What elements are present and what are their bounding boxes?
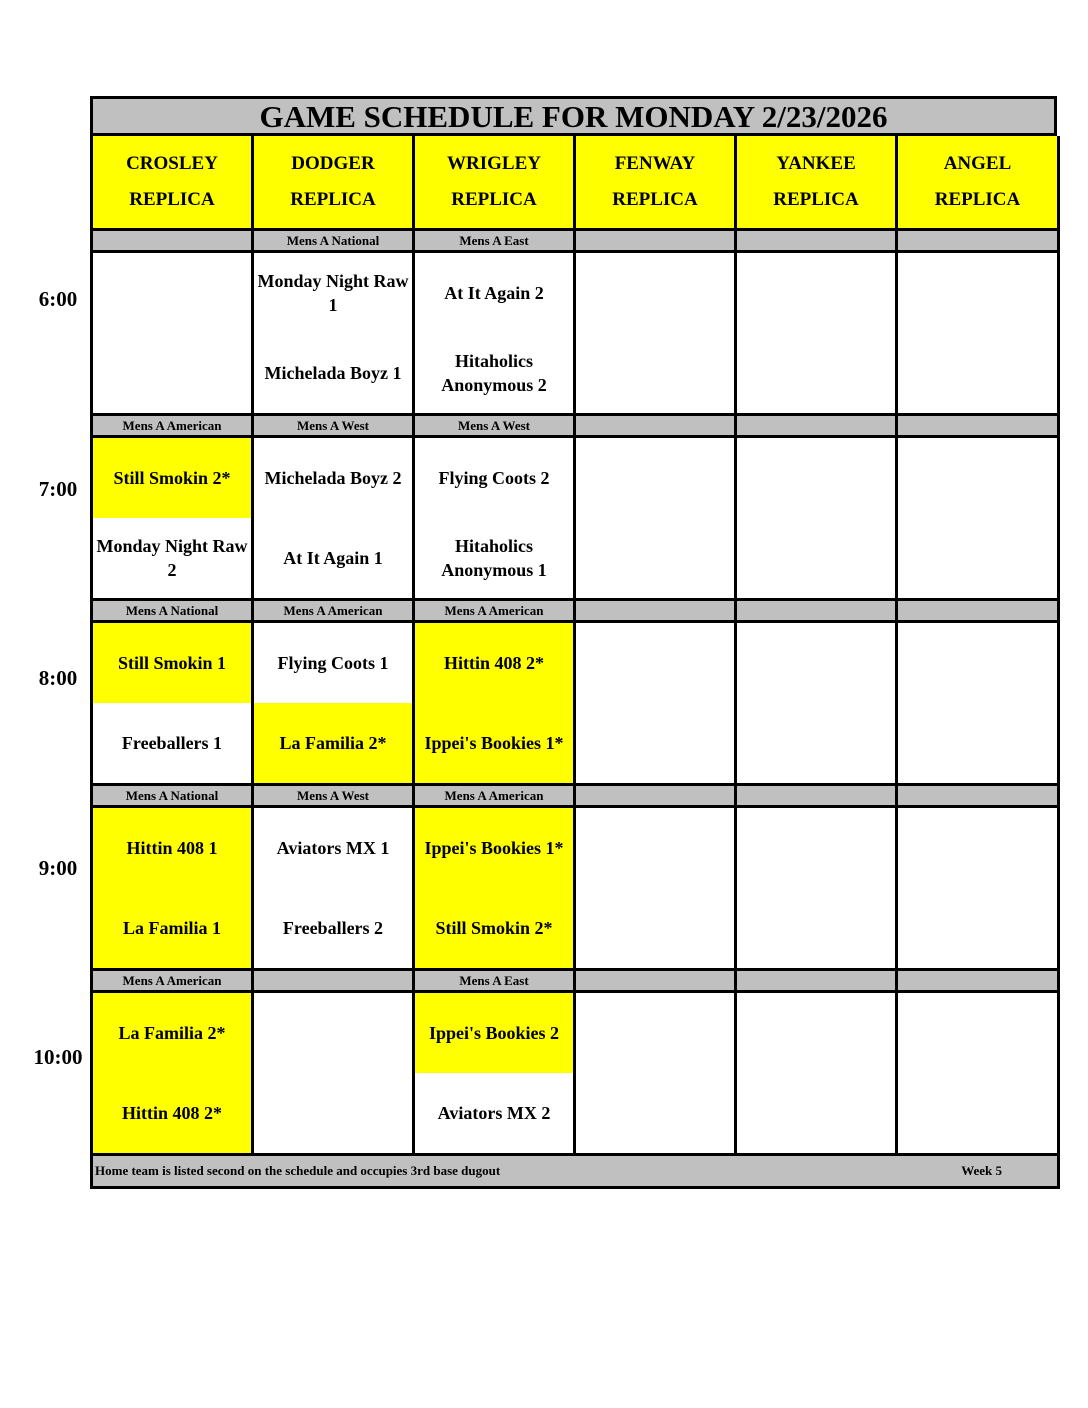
team-entry (576, 888, 734, 968)
team-entry (737, 703, 895, 783)
division-label: Mens A West (414, 415, 575, 437)
time-slot-row (92, 252, 1059, 415)
division-row (92, 230, 1059, 252)
team-entry (737, 518, 895, 598)
team-entry: Ippei's Bookies 1* (415, 808, 573, 888)
schedule-table (90, 136, 1060, 1189)
time-slot-row (92, 992, 1059, 1155)
time-label: 9:00 (38, 855, 78, 880)
field-header (92, 136, 253, 230)
game-cell (897, 622, 1059, 785)
game-cell (575, 437, 736, 600)
division-label (575, 970, 736, 992)
team-entry (576, 518, 734, 598)
game-cell (253, 622, 414, 785)
game-cell (92, 992, 253, 1155)
field-sub: REPLICA (934, 189, 1021, 210)
team-entry (737, 808, 895, 888)
division-label (897, 785, 1059, 807)
division-label (897, 970, 1059, 992)
team-entry: Hitaholics Anonymous 1 (441, 536, 547, 580)
team-entry (576, 808, 734, 888)
game-cell (897, 807, 1059, 970)
division-row (92, 785, 1059, 807)
page-title: GAME SCHEDULE FOR MONDAY 2/23/2026 (90, 96, 1057, 136)
game-cell (92, 437, 253, 600)
team-entry: Hitaholics Anonymous 2 (441, 351, 547, 395)
field-header (736, 136, 897, 230)
division-label (897, 415, 1059, 437)
game-cell (92, 252, 253, 415)
team-entry (576, 253, 734, 333)
team-entry: Ippei's Bookies 2 (415, 993, 573, 1073)
team-entry (898, 438, 1057, 518)
game-cell (897, 992, 1059, 1155)
team-entry: Flying Coots 2 (438, 468, 550, 488)
team-entry: Hittin 408 2* (415, 623, 573, 703)
team-entry (576, 1073, 734, 1153)
game-cell (414, 252, 575, 415)
team-entry (898, 253, 1057, 333)
team-entry (93, 253, 251, 333)
division-label: Mens A East (414, 230, 575, 252)
division-label: Mens A West (253, 785, 414, 807)
field-name: DODGER (291, 153, 375, 174)
team-entry: Freeballers 1 (121, 733, 223, 753)
team-entry: Flying Coots 1 (277, 653, 389, 673)
team-entry (737, 253, 895, 333)
team-entry (737, 623, 895, 703)
division-label (736, 970, 897, 992)
division-label (897, 230, 1059, 252)
team-entry: Michelada Boyz 1 (264, 363, 402, 383)
time-slot-row (92, 807, 1059, 970)
division-label (736, 415, 897, 437)
division-label: Mens A American (414, 785, 575, 807)
week-label: Week 5 (961, 1163, 1002, 1178)
team-entry: Freeballers 2 (282, 918, 384, 938)
team-entry (898, 808, 1057, 888)
time-label: 7:00 (38, 476, 78, 501)
team-entry: La Familia 1 (93, 888, 251, 968)
team-entry (576, 623, 734, 703)
team-entry: La Familia 2* (254, 703, 412, 783)
game-cell (736, 807, 897, 970)
schedule-sheet (90, 96, 1057, 1189)
division-label: Mens A West (253, 415, 414, 437)
team-entry (576, 993, 734, 1073)
division-label: Mens A American (92, 970, 253, 992)
division-label (736, 230, 897, 252)
team-entry (737, 1073, 895, 1153)
division-row (92, 600, 1059, 622)
footer-cell (92, 1155, 1059, 1188)
division-label (575, 230, 736, 252)
game-cell (575, 622, 736, 785)
game-cell (414, 992, 575, 1155)
division-label: Mens A National (92, 785, 253, 807)
game-cell (92, 807, 253, 970)
field-sub: REPLICA (451, 189, 537, 210)
time-slot-row (92, 622, 1059, 785)
division-label (736, 600, 897, 622)
team-entry (737, 993, 895, 1073)
game-cell (897, 252, 1059, 415)
time-label: 8:00 (38, 666, 78, 690)
team-entry (737, 333, 895, 413)
time-slot-row (92, 437, 1059, 600)
team-entry: Hittin 408 2* (93, 1073, 251, 1153)
game-cell (414, 807, 575, 970)
division-label (92, 230, 253, 252)
team-entry: Still Smokin 2* (415, 888, 573, 968)
division-row (92, 970, 1059, 992)
game-cell (253, 992, 414, 1155)
team-entry (898, 333, 1057, 413)
team-entry: At It Again 2 (444, 283, 544, 303)
game-cell (575, 807, 736, 970)
field-header (253, 136, 414, 230)
division-label (736, 785, 897, 807)
game-cell (253, 437, 414, 600)
game-cell (736, 992, 897, 1155)
division-label: Mens A American (414, 600, 575, 622)
field-name: CROSLEY (126, 153, 218, 174)
team-entry: Still Smokin 2* (93, 438, 251, 518)
field-name: WRIGLEY (447, 153, 541, 174)
division-label: Mens A American (253, 600, 414, 622)
division-label: Mens A National (92, 600, 253, 622)
team-entry (576, 438, 734, 518)
team-entry (576, 333, 734, 413)
game-cell (92, 622, 253, 785)
time-label: 6:00 (38, 287, 78, 311)
division-label (897, 600, 1059, 622)
field-header (414, 136, 575, 230)
team-entry: Monday Night Raw 1 (257, 271, 409, 315)
field-name: ANGEL (943, 153, 1012, 174)
division-label: Mens A American (92, 415, 253, 437)
team-entry: Monday Night Raw 2 (96, 536, 248, 580)
team-entry: Ippei's Bookies 1* (415, 703, 573, 783)
division-row (92, 415, 1059, 437)
field-header (575, 136, 736, 230)
field-header (897, 136, 1059, 230)
division-label: Mens A East (414, 970, 575, 992)
game-cell (736, 252, 897, 415)
field-sub: REPLICA (773, 189, 859, 210)
team-entry (898, 518, 1057, 598)
team-entry: At It Again 1 (283, 548, 383, 568)
field-header-row (92, 136, 1059, 230)
game-cell (253, 252, 414, 415)
field-sub: REPLICA (612, 189, 698, 210)
team-entry: Hittin 408 1 (93, 808, 251, 888)
game-cell (253, 807, 414, 970)
team-entry (898, 993, 1057, 1073)
division-label (253, 970, 414, 992)
time-label: 10:00 (33, 1045, 83, 1069)
team-entry (898, 703, 1057, 783)
team-entry: Aviators MX 1 (276, 838, 390, 858)
game-cell (736, 622, 897, 785)
division-label (575, 600, 736, 622)
game-cell (736, 437, 897, 600)
team-entry (898, 888, 1057, 968)
footer-note: Home team is listed second on the schedule and occupies 3rd base dugout (95, 1163, 501, 1178)
team-entry: Still Smokin 1 (93, 623, 251, 703)
division-label (575, 785, 736, 807)
game-cell (414, 437, 575, 600)
field-name: YANKEE (776, 153, 856, 174)
team-entry (576, 703, 734, 783)
team-entry (898, 623, 1057, 703)
game-cell (575, 992, 736, 1155)
team-entry: Aviators MX 2 (437, 1103, 551, 1123)
team-entry (93, 333, 251, 413)
team-entry: La Familia 2* (93, 993, 251, 1073)
game-cell (897, 437, 1059, 600)
team-entry (254, 1073, 412, 1153)
division-label: Mens A National (253, 230, 414, 252)
team-entry: Michelada Boyz 2 (264, 468, 402, 488)
division-label (575, 415, 736, 437)
field-sub: REPLICA (129, 189, 215, 210)
game-cell (575, 252, 736, 415)
team-entry (737, 438, 895, 518)
footer-row (92, 1155, 1059, 1188)
game-cell (414, 622, 575, 785)
field-sub: REPLICA (290, 189, 376, 210)
team-entry (254, 993, 412, 1073)
team-entry (898, 1073, 1057, 1153)
team-entry (737, 888, 895, 968)
field-name: FENWAY (614, 153, 696, 174)
